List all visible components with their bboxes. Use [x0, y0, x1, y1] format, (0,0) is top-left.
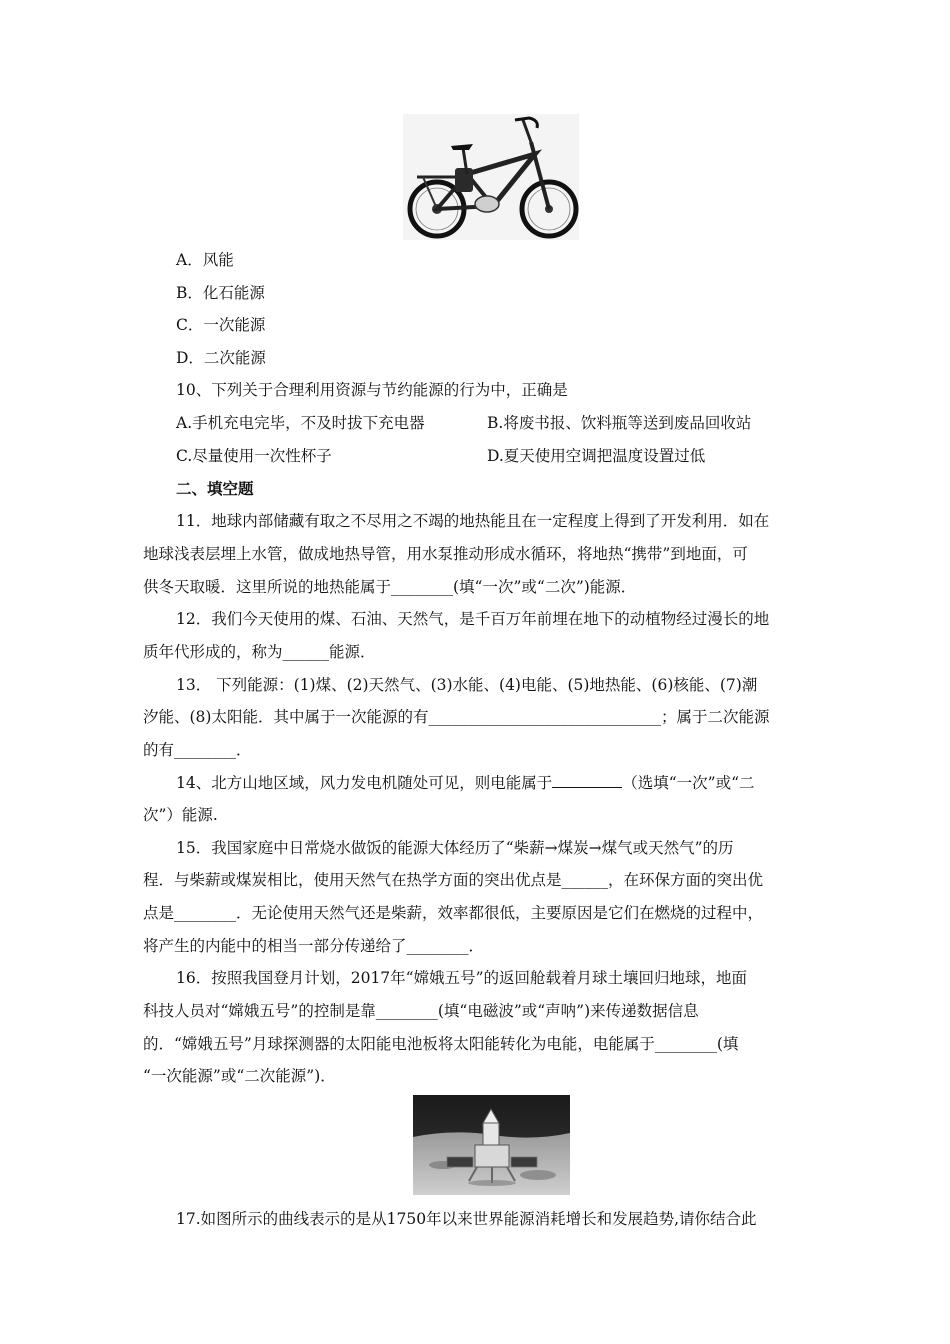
question-11-line-3: 供冬天取暖．这里所说的地热能属于________(填“一次”或“二次”)能源． — [143, 578, 637, 596]
question-13-line-3: 的有________． — [143, 741, 252, 759]
question-10-option-d: D.夏天使用空调把温度设置过低 — [487, 447, 706, 465]
question-16-line-1: 16．按照我国登月计划，2017年“嫦娥五号”的返回舱载着月球土壤回归地球，地面 — [176, 969, 748, 987]
question-16-line-4: “一次能源”或“二次能源”)． — [143, 1067, 336, 1085]
option-a: A．风能 — [176, 251, 234, 269]
lunar-probe-image — [413, 1095, 570, 1195]
question-12-line-2: 质年代形成的，称为______能源． — [143, 643, 376, 661]
question-15-line-4: 将产生的内能中的相当一部分传递给了________． — [143, 937, 485, 955]
question-16-line-2: 科技人员对“嫦娥五号”的控制是靠________(填“电磁波”或“声呐”)来传递数据信息 — [143, 1002, 699, 1020]
question-15-line-2: 程．与柴薪或煤炭相比，使用天然气在热学方面的突出优点是______，在环保方面的突出优 — [143, 871, 764, 889]
question-12-line-1: 12．我们今天使用的煤、石油、天然气，是千百万年前埋在地下的动植物经过漫长的地 — [176, 610, 770, 628]
question-10-option-c: C.尽量使用一次性杯子 — [176, 447, 332, 465]
option-b: B．化石能源 — [176, 284, 265, 302]
option-d: D．二次能源 — [176, 349, 266, 367]
question-10-option-b: B.将废书报、饮料瓶等送到废品回收站 — [487, 414, 752, 432]
question-11-line-2: 地球浅表层埋上水管，做成地热导管，用水泵推动形成水循环，将地热“携带”到地面，可 — [143, 545, 748, 563]
question-14-text-after: （选填“一次”或“二 — [622, 774, 755, 792]
section-title-fill-in: 二、填空题 — [176, 479, 254, 498]
question-17-line-1: 17.如图所示的曲线表示的是从1750年以来世界能源消耗增长和发展趋势,请你结合此 — [176, 1210, 757, 1228]
question-14-line-1 — [176, 773, 755, 793]
question-14-text-before: 14、北方山地区域，风力发电机随处可见，则电能属于 — [176, 774, 553, 792]
question-11-line-1: 11．地球内部储藏有取之不尽用之不竭的地热能且在一定程度上得到了开发利用．如在 — [176, 512, 770, 530]
answer-blank[interactable] — [552, 773, 622, 788]
electric-bicycle-image — [403, 114, 579, 240]
question-13-line-2: 汐能、(8)太阳能．其中属于一次能源的有______________________________；属于二次能源 — [143, 708, 770, 726]
question-15-line-1: 15．我国家庭中日常烧水做饭的能源大体经历了“柴薪→煤炭→煤气或天然气”的历 — [176, 839, 734, 857]
question-10-stem: 10、下列关于合理利用资源与节约能源的行为中，正确是 — [176, 381, 568, 399]
question-14-line-2: 次”）能源. — [143, 806, 218, 824]
question-10-option-a: A.手机充电完毕，不及时拔下充电器 — [176, 414, 425, 432]
question-15-line-3: 点是________．无论使用天然气还是柴薪，效率都很低，主要原因是它们在燃烧的过程中， — [143, 904, 764, 922]
question-13-line-1: 13． 下列能源：(1)煤、(2)天然气、(3)水能、(4)电能、(5)地热能、(6)核能、(7)潮 — [176, 676, 758, 694]
question-16-line-3: 的．“嫦娥五号”月球探测器的太阳能电池板将太阳能转化为电能，电能属于________(填 — [143, 1035, 739, 1053]
option-c: C．一次能源 — [176, 316, 266, 334]
